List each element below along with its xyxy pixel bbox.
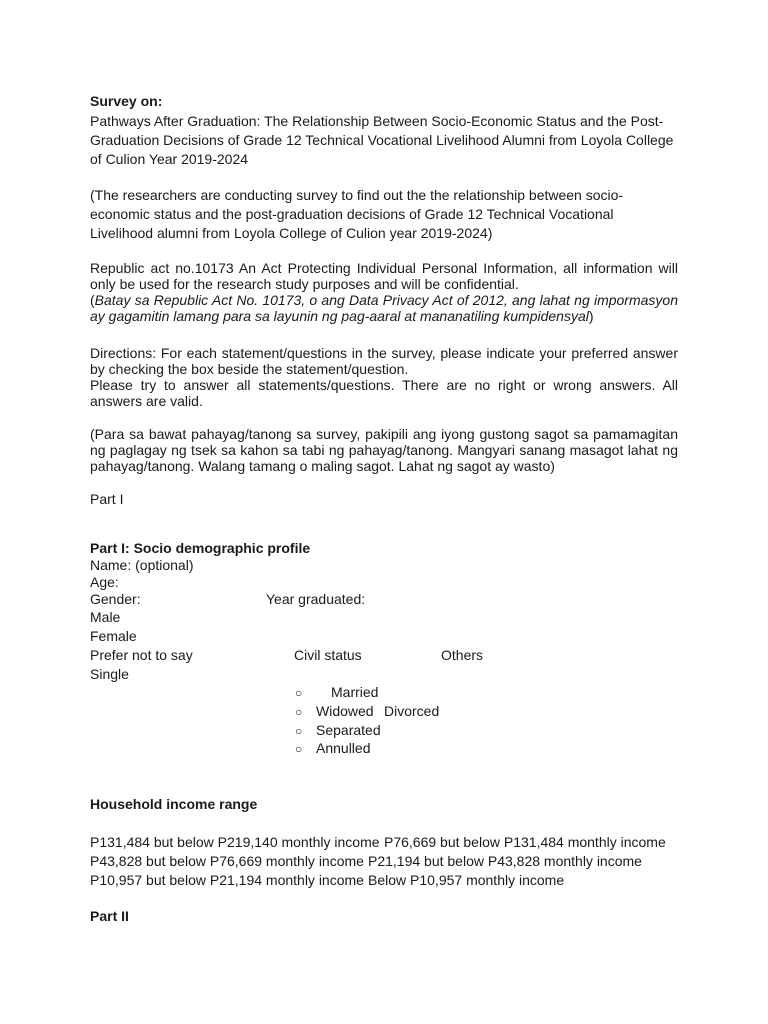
income-option[interactable]: Below P10,957 monthly income [368, 872, 565, 888]
privacy-english: Republic act no.10173 An Act Protecting Individual Personal Information, all information will only be used for the research study purposes and will be confidential. [90, 260, 678, 292]
bullet-icon: ○ [295, 742, 303, 756]
gender-option-male[interactable]: Male [90, 609, 121, 625]
civil-status-option-single[interactable]: Single [90, 666, 129, 682]
gender-field-label: Gender: [90, 591, 141, 607]
gender-option-prefer-not[interactable]: Prefer not to say [90, 647, 193, 663]
survey-title: Pathways After Graduation: The Relationship Between Socio-Economic Status and the Post-Graduation Decisions of Grade 12 Technical Vocational Livelihood Alumni from Loyola College of Culion Year 2019-2024 [90, 113, 674, 167]
bullet-icon: ○ [295, 724, 303, 738]
civil-status-option-widowed[interactable]: Widowed [316, 703, 374, 719]
directions-line1: Directions: For each statement/questions in the survey, please indicate your preferred answer by checking the box beside the statement/question. [90, 345, 678, 377]
privacy-notice [90, 260, 678, 324]
income-option[interactable]: P43,828 but below P76,669 monthly income [90, 853, 364, 869]
part1-heading: Part I: Socio demographic profile [90, 540, 311, 556]
directions-filipino: (Para sa bawat pahayag/tanong sa survey, pakipili ang iyong gustong sagot sa pamamagitan ng paglagay ng tsek sa kahon sa tabi ng pahayag/tanong. Mangyari sanang masagot lahat ng pahayag/tanong. Walang tamang o maling sagot. Lahat ng sagot ay wasto) [90, 426, 678, 474]
income-option[interactable]: P76,669 but below P131,484 monthly income [384, 834, 666, 850]
age-field-label: Age: [90, 574, 119, 590]
bullet-icon: ○ [295, 686, 303, 700]
income-option[interactable]: P10,957 but below P21,194 monthly income [90, 872, 364, 888]
part2-heading: Part II [90, 908, 129, 924]
survey-heading: Survey on: [90, 93, 163, 109]
income-option[interactable]: P131,484 but below P219,140 monthly income [90, 834, 380, 850]
civil-status-option-separated[interactable]: Separated [316, 722, 381, 738]
year-graduated-label: Year graduated: [266, 591, 366, 607]
bullet-icon: ○ [295, 705, 303, 719]
privacy-filipino: Batay sa Republic Act No. 10173, o ang Data Privacy Act of 2012, ang lahat ng impormasyon ay gagamitin lamang para sa layunin ng pag-aaral at mananatiling kumpidensyal [90, 292, 678, 324]
income-heading: Household income range [90, 796, 258, 812]
privacy-open-paren: ( [90, 292, 95, 308]
privacy-filipino-line [90, 292, 678, 324]
income-option[interactable]: P21,194 but below P43,828 monthly income [368, 853, 642, 869]
directions [90, 345, 678, 409]
gender-option-female[interactable]: Female [90, 628, 137, 644]
privacy-close-paren: ) [588, 308, 594, 324]
civil-status-option-others[interactable]: Others [441, 647, 484, 663]
civil-status-option-annulled[interactable]: Annulled [316, 740, 371, 756]
civil-status-option-divorced[interactable]: Divorced [384, 703, 440, 719]
name-field-label: Name: (optional) [90, 557, 194, 573]
civil-status-label: Civil status [294, 647, 362, 663]
purpose-statement: (The researchers are conducting survey to find out the the relationship between socio-economic status and the post-graduation decisions of Grade 12 Technical Vocational Livelihood alumni from Loyola College of Culion year 2019-2024) [90, 187, 624, 241]
directions-line2: Please try to answer all statements/questions. There are no right or wrong answers. All answers are valid. [90, 377, 678, 409]
civil-status-option-married[interactable]: Married [331, 684, 379, 700]
part1-label: Part I [90, 491, 124, 507]
